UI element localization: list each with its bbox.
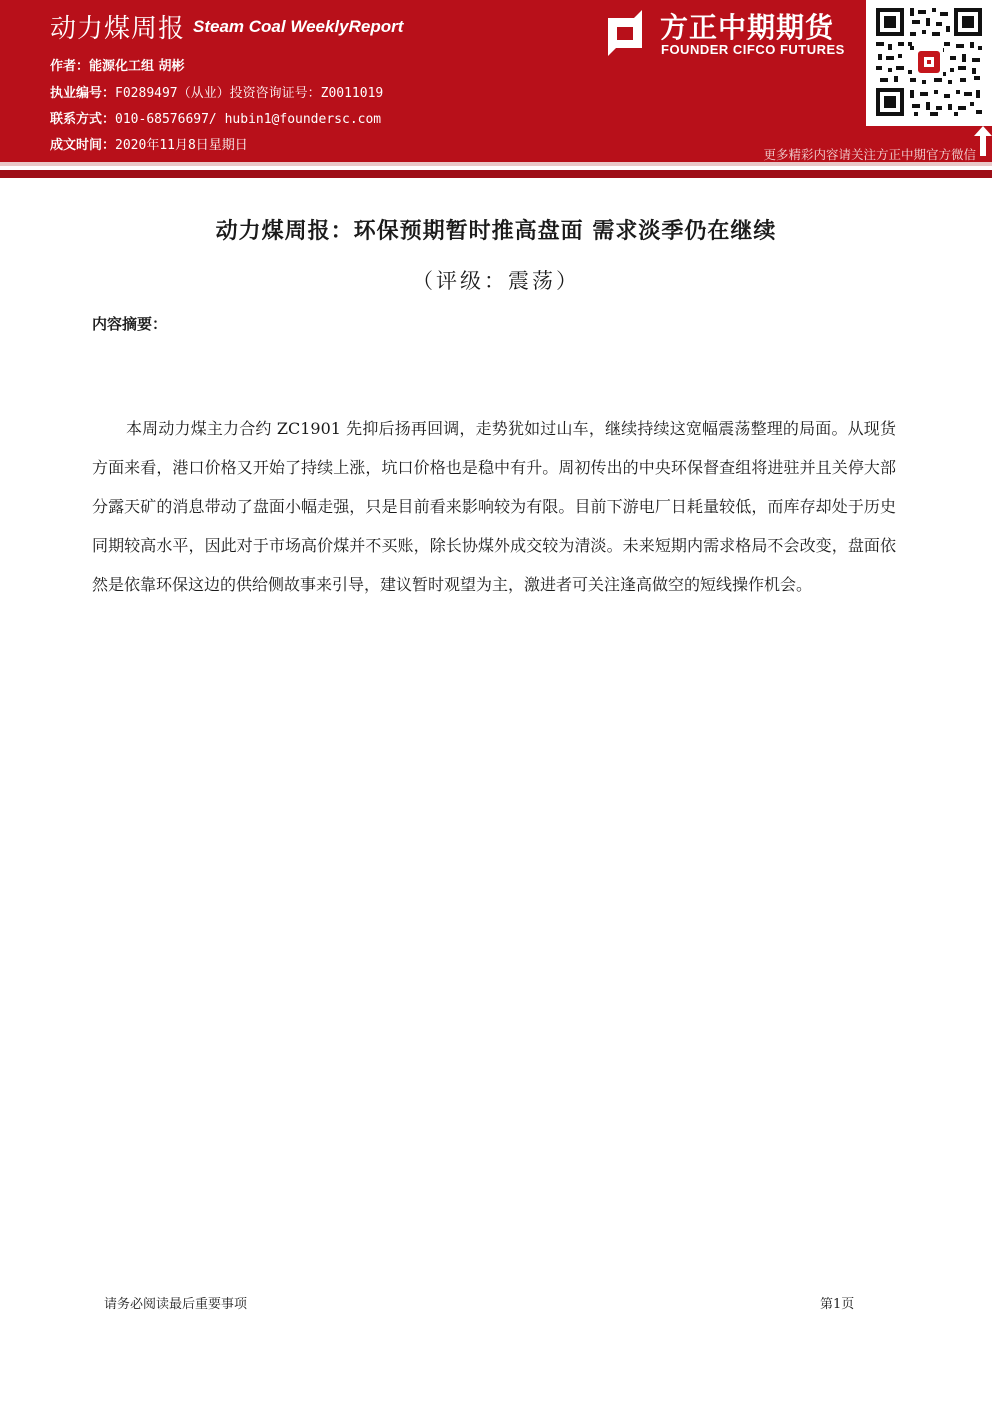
license-value: F0289497（从业）投资咨询证号：Z0011019 xyxy=(115,86,384,101)
author-label: 作者： xyxy=(50,59,90,74)
document-title: 动力煤周报：环保预期暂时推高盘面 需求淡季仍在继续 xyxy=(215,219,777,244)
contact-label: 联系方式： xyxy=(50,112,116,127)
author-line xyxy=(50,55,185,74)
date-line xyxy=(50,134,248,153)
brand-logo xyxy=(604,6,864,62)
header-banner xyxy=(0,0,992,162)
qr-code-icon xyxy=(874,6,984,118)
header-divider-light xyxy=(0,162,992,166)
report-title-cn: 动力煤周报 xyxy=(50,14,186,44)
report-title xyxy=(50,8,403,45)
contact-value: 010-68576697/ hubin1@foundersc.com xyxy=(115,112,382,127)
date-label: 成文时间： xyxy=(50,138,116,153)
page-number: 第1页 xyxy=(820,1297,855,1312)
footer-notice: 请务必阅读最后重要事项 xyxy=(104,1297,248,1312)
founder-logo-icon xyxy=(604,10,650,56)
follow-wechat-note: 更多精彩内容请关注方正中期官方微信 xyxy=(763,147,976,162)
brand-name-en: FOUNDER CIFCO FUTURES xyxy=(661,42,845,57)
author-value: 能源化工组 胡彬 xyxy=(89,59,185,74)
rating-label: （评级：震荡） xyxy=(412,269,580,293)
header-divider-dark xyxy=(0,170,992,178)
summary-paragraph: 本周动力煤主力合约 ZC1901 先抑后扬再回调，走势犹如过山车，继续持续这宽幅震荡整理的局面。从现货方面来看，港口价格又开始了持续上涨，坑口价格也是稳中有升。周初传出的中央环保督查组将进驻并且关停大部分露天矿的消息带动了盘面小幅走强，只是目前看来影响较为有限。目前下游电厂日耗量较低，而库存却处于历史同期较高水平，因此对于市场高价煤并不买账，除长协煤外成交较为清淡。未来短期内需求格局不会改变，盘面依然是依靠环保这边的供给侧故事来引导，建议暂时观望为主，激进者可关注逢高做空的短线操作机会。 xyxy=(92,419,896,594)
wechat-qr-code xyxy=(866,0,992,126)
contact-line xyxy=(50,108,381,127)
license-line xyxy=(50,82,383,101)
up-arrow-icon xyxy=(974,126,992,156)
report-title-en: Steam Coal WeeklyReport xyxy=(193,16,404,36)
brand-name-cn: 方正中期期货 xyxy=(660,11,835,44)
license-label: 执业编号： xyxy=(50,86,116,101)
date-value: 2020年11月8日星期日 xyxy=(115,138,248,153)
summary-heading: 内容摘要： xyxy=(92,315,168,333)
